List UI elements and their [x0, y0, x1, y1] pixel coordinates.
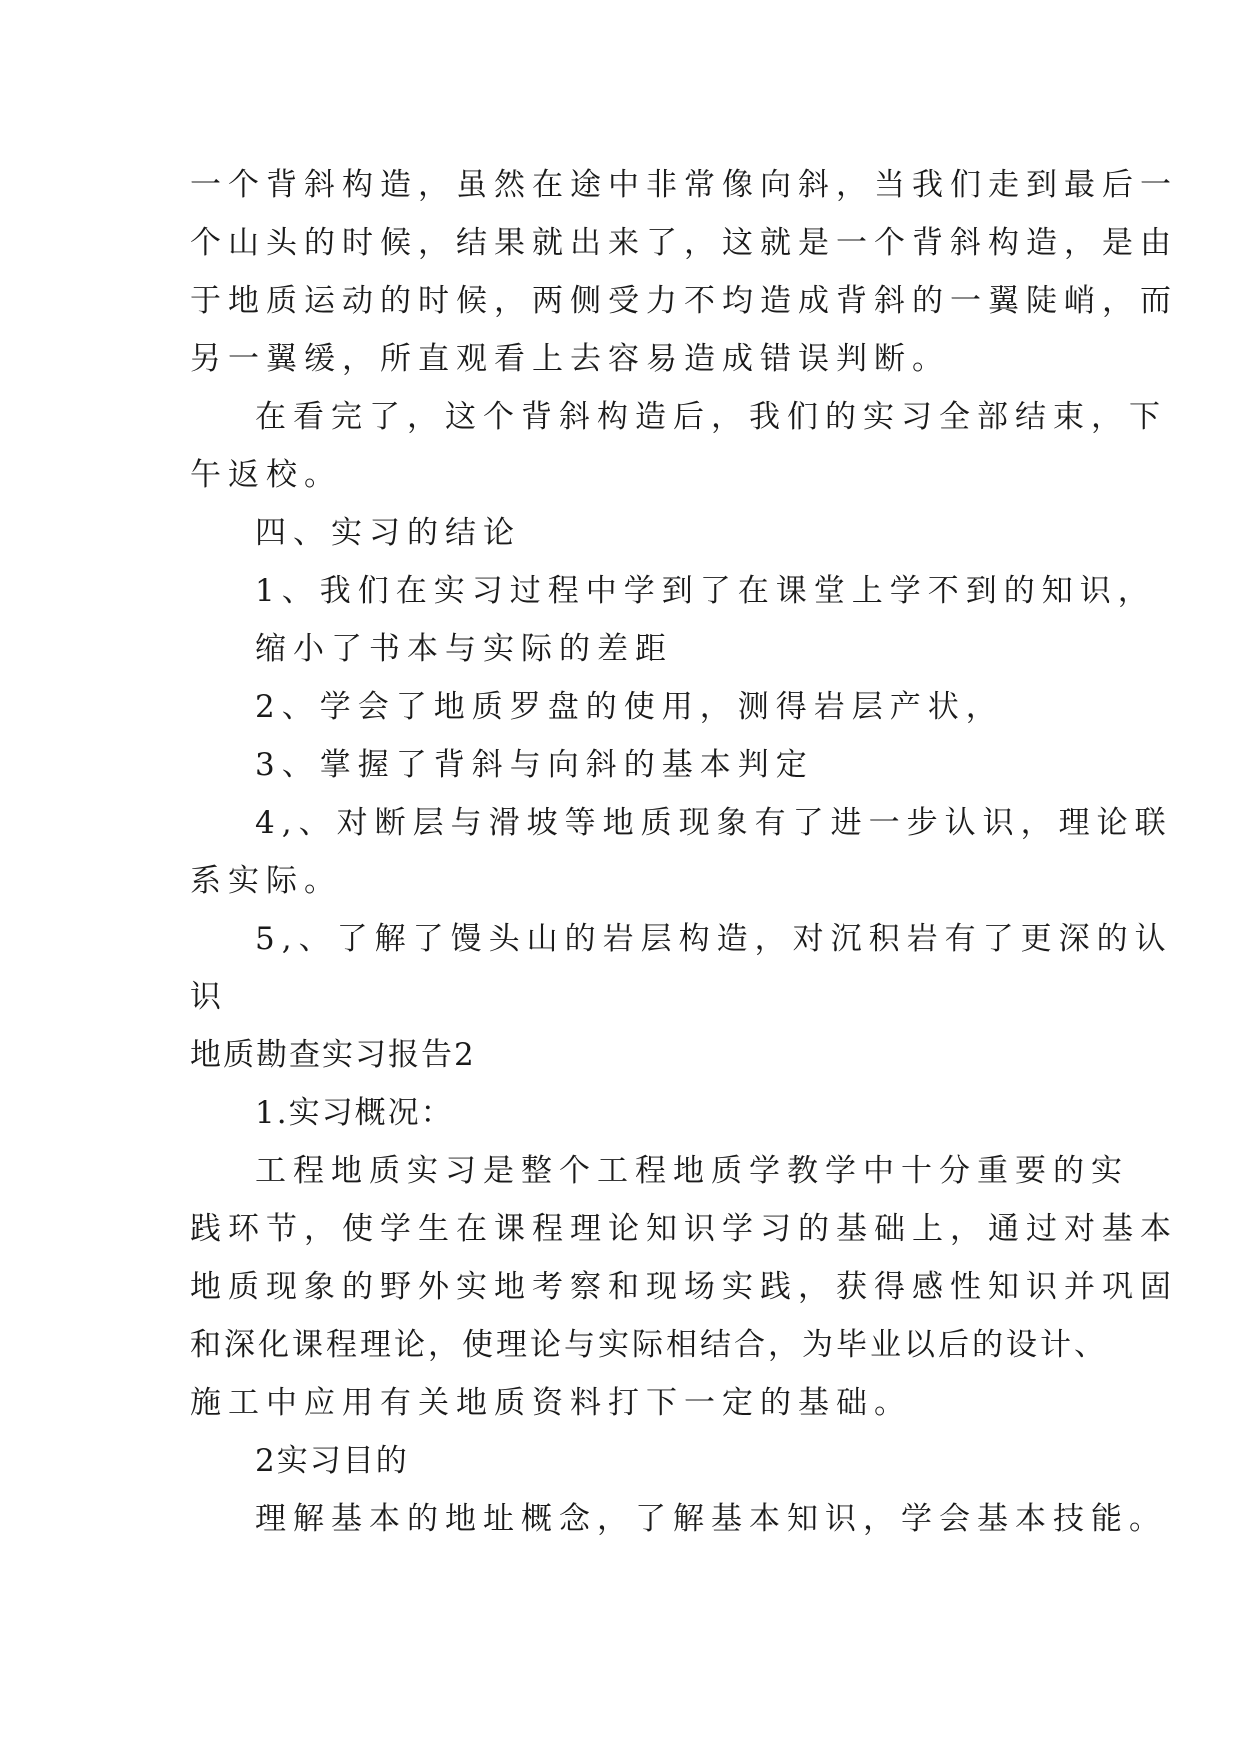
list-item: 5,、了解了馒头山的岩层构造，对沉积岩有了更深的认: [255, 921, 1173, 957]
section-heading: 四、实习的结论: [255, 515, 521, 551]
paragraph-line: 践环节，使学生在课程理论知识学习的基础上，通过对基本: [190, 1211, 1178, 1247]
paragraph-line: 工程地质实习是整个工程地质学教学中十分重要的实: [255, 1153, 1129, 1189]
paragraph-line: 地质现象的野外实地考察和现场实践，获得感性知识并巩固: [190, 1269, 1178, 1305]
section-heading: 2实习目的: [255, 1443, 409, 1479]
paragraph-line: 理解基本的地址概念，了解基本知识，学会基本技能。: [255, 1501, 1167, 1537]
paragraph-line: 和深化课程理论，使理论与实际相结合，为毕业以后的设计、: [190, 1327, 1108, 1363]
section-heading: 1.实习概况：: [255, 1095, 454, 1131]
paragraph-line: 于地质运动的时候，两侧受力不均造成背斜的一翼陡峭，而: [190, 283, 1178, 319]
paragraph-line: 另一翼缓，所直观看上去容易造成错误判断。: [190, 341, 950, 377]
list-item-continuation: 缩小了书本与实际的差距: [255, 631, 673, 667]
list-item-continuation: 识: [190, 979, 228, 1015]
list-item: 1、我们在实习过程中学到了在课堂上学不到的知识，: [255, 573, 1156, 609]
list-item-continuation: 系实际。: [190, 863, 342, 899]
paragraph-line: 施工中应用有关地质资料打下一定的基础。: [190, 1385, 912, 1421]
paragraph-line: 一个背斜构造，虽然在途中非常像向斜，当我们走到最后一: [190, 167, 1178, 203]
list-item: 3、掌握了背斜与向斜的基本判定: [255, 747, 814, 783]
report-title: 地质勘查实习报告2: [190, 1037, 476, 1073]
paragraph-line: 在看完了，这个背斜构造后，我们的实习全部结束，下: [255, 399, 1167, 435]
list-item: 4,、对断层与滑坡等地质现象有了进一步认识，理论联: [255, 805, 1173, 841]
paragraph-line: 午返校。: [190, 457, 342, 493]
paragraph-line: 个山头的时候，结果就出来了，这就是一个背斜构造，是由: [190, 225, 1178, 261]
list-item: 2、学会了地质罗盘的使用，测得岩层产状，: [255, 689, 1004, 725]
